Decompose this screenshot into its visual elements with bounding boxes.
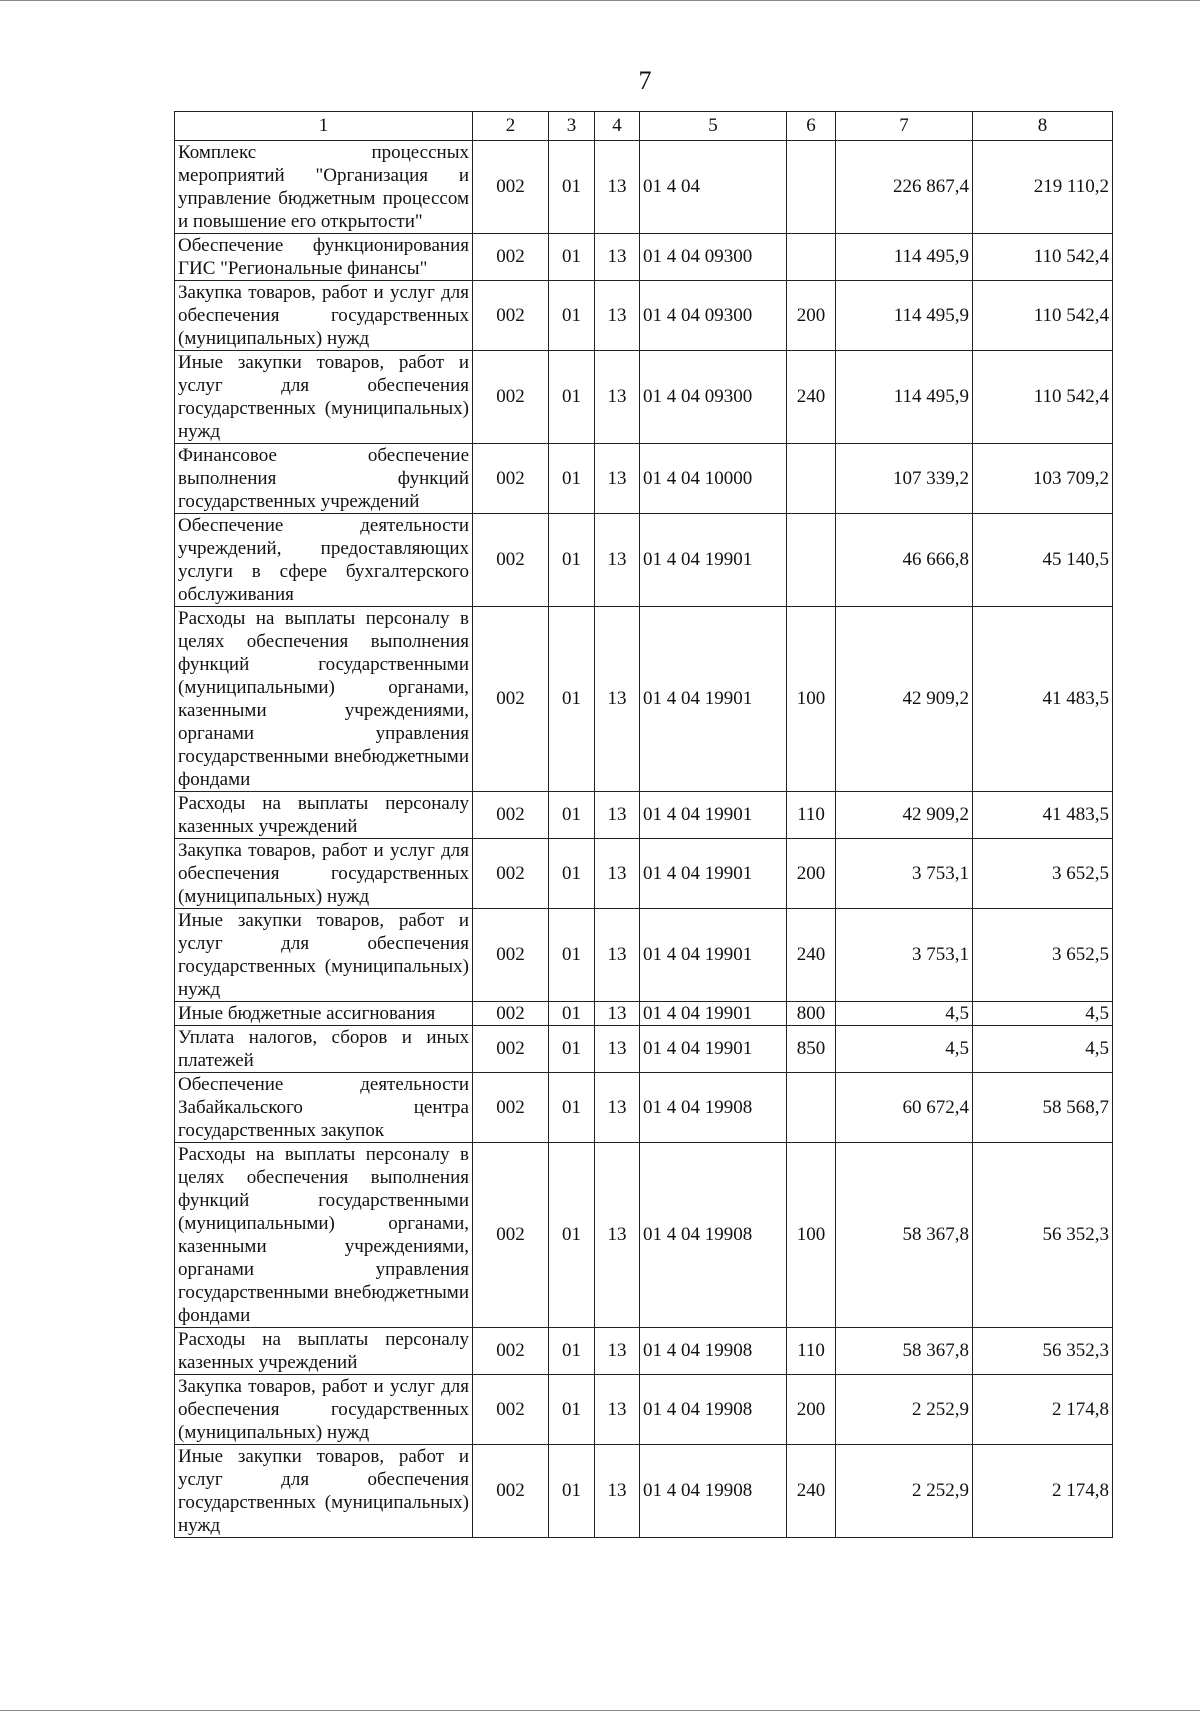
- amount-col7: 107 339,2: [836, 444, 973, 514]
- code-ministry: 002: [473, 1375, 549, 1445]
- code-section: 01: [549, 281, 595, 351]
- code-expense-type: 800: [787, 1002, 836, 1026]
- amount-col7: 114 495,9: [836, 234, 973, 281]
- code-subsection: 13: [595, 351, 640, 444]
- amount-col8: 110 542,4: [973, 281, 1113, 351]
- code-target-item: 01 4 04 19901: [640, 1026, 787, 1073]
- row-description: Расходы на выплаты персоналу казенных учреждений: [175, 1328, 473, 1375]
- table-row: [175, 444, 1113, 514]
- code-expense-type: 850: [787, 1026, 836, 1073]
- amount-col7: 2 252,9: [836, 1375, 973, 1445]
- code-ministry: 002: [473, 607, 549, 792]
- code-subsection: 13: [595, 234, 640, 281]
- amount-col7: 58 367,8: [836, 1143, 973, 1328]
- code-target-item: 01 4 04: [640, 141, 787, 234]
- code-subsection: 13: [595, 1002, 640, 1026]
- code-ministry: 002: [473, 514, 549, 607]
- code-ministry: 002: [473, 444, 549, 514]
- code-ministry: 002: [473, 141, 549, 234]
- code-section: 01: [549, 351, 595, 444]
- table-row: [175, 1026, 1113, 1073]
- amount-col8: 41 483,5: [973, 607, 1113, 792]
- row-description: Обеспечение деятельности Забайкальского центра государственных закупок: [175, 1073, 473, 1143]
- column-header: 6: [787, 112, 836, 141]
- amount-col8: 103 709,2: [973, 444, 1113, 514]
- column-header: 2: [473, 112, 549, 141]
- row-description: Обеспечение функционирования ГИС "Региональные финансы": [175, 234, 473, 281]
- code-section: 01: [549, 1026, 595, 1073]
- code-expense-type: 200: [787, 281, 836, 351]
- amount-col8: 41 483,5: [973, 792, 1113, 839]
- code-target-item: 01 4 04 09300: [640, 281, 787, 351]
- code-expense-type: [787, 234, 836, 281]
- code-subsection: 13: [595, 1375, 640, 1445]
- code-ministry: 002: [473, 351, 549, 444]
- code-ministry: 002: [473, 281, 549, 351]
- table-row: [175, 281, 1113, 351]
- table-row: [175, 1143, 1113, 1328]
- table-row: [175, 234, 1113, 281]
- amount-col8: 110 542,4: [973, 234, 1113, 281]
- code-expense-type: 240: [787, 909, 836, 1002]
- code-subsection: 13: [595, 1026, 640, 1073]
- amount-col7: 46 666,8: [836, 514, 973, 607]
- table-row: [175, 1328, 1113, 1375]
- column-header: 5: [640, 112, 787, 141]
- code-expense-type: 200: [787, 839, 836, 909]
- amount-col7: 58 367,8: [836, 1328, 973, 1375]
- amount-col8: 56 352,3: [973, 1143, 1113, 1328]
- amount-col7: 60 672,4: [836, 1073, 973, 1143]
- code-section: 01: [549, 607, 595, 792]
- code-section: 01: [549, 444, 595, 514]
- row-description: Расходы на выплаты персоналу в целях обеспечения выполнения функций государственными (муниципальными) органами, казенными учреждениями, органами управления государственными внебюджетными фондами: [175, 607, 473, 792]
- code-section: 01: [549, 792, 595, 839]
- amount-col7: 114 495,9: [836, 281, 973, 351]
- code-subsection: 13: [595, 1143, 640, 1328]
- code-expense-type: 240: [787, 1445, 836, 1538]
- amount-col8: 2 174,8: [973, 1445, 1113, 1538]
- budget-table: [174, 111, 1113, 1538]
- code-ministry: 002: [473, 909, 549, 1002]
- row-description: Закупка товаров, работ и услуг для обеспечения государственных (муниципальных) нужд: [175, 1375, 473, 1445]
- table-row: [175, 351, 1113, 444]
- code-ministry: 002: [473, 1026, 549, 1073]
- row-description: Обеспечение деятельности учреждений, предоставляющих услуги в сфере бухгалтерского обслуживания: [175, 514, 473, 607]
- code-ministry: 002: [473, 1073, 549, 1143]
- code-ministry: 002: [473, 1143, 549, 1328]
- code-ministry: 002: [473, 234, 549, 281]
- code-section: 01: [549, 514, 595, 607]
- table-row: [175, 792, 1113, 839]
- code-subsection: 13: [595, 1073, 640, 1143]
- code-ministry: 002: [473, 792, 549, 839]
- code-target-item: 01 4 04 09300: [640, 351, 787, 444]
- table-row: [175, 839, 1113, 909]
- code-ministry: 002: [473, 1002, 549, 1026]
- amount-col8: 219 110,2: [973, 141, 1113, 234]
- code-section: 01: [549, 909, 595, 1002]
- code-expense-type: [787, 1073, 836, 1143]
- amount-col8: 45 140,5: [973, 514, 1113, 607]
- code-target-item: 01 4 04 19908: [640, 1073, 787, 1143]
- amount-col8: 110 542,4: [973, 351, 1113, 444]
- code-subsection: 13: [595, 792, 640, 839]
- code-target-item: 01 4 04 19901: [640, 839, 787, 909]
- table-body: [175, 141, 1113, 1538]
- code-ministry: 002: [473, 1328, 549, 1375]
- row-description: Иные закупки товаров, работ и услуг для обеспечения государственных (муниципальных) нужд: [175, 351, 473, 444]
- code-section: 01: [549, 234, 595, 281]
- row-description: Финансовое обеспечение выполнения функций государственных учреждений: [175, 444, 473, 514]
- column-header: 4: [595, 112, 640, 141]
- amount-col7: 2 252,9: [836, 1445, 973, 1538]
- row-description: Уплата налогов, сборов и иных платежей: [175, 1026, 473, 1073]
- code-section: 01: [549, 839, 595, 909]
- table-row: [175, 1375, 1113, 1445]
- amount-col8: 2 174,8: [973, 1375, 1113, 1445]
- code-expense-type: [787, 514, 836, 607]
- code-subsection: 13: [595, 444, 640, 514]
- amount-col7: 114 495,9: [836, 351, 973, 444]
- code-section: 01: [549, 1073, 595, 1143]
- code-ministry: 002: [473, 1445, 549, 1538]
- code-expense-type: 200: [787, 1375, 836, 1445]
- table-row: [175, 607, 1113, 792]
- amount-col8: 4,5: [973, 1002, 1113, 1026]
- amount-col7: 42 909,2: [836, 792, 973, 839]
- code-target-item: 01 4 04 10000: [640, 444, 787, 514]
- code-subsection: 13: [595, 607, 640, 792]
- row-description: Расходы на выплаты персоналу казенных учреждений: [175, 792, 473, 839]
- code-expense-type: 110: [787, 1328, 836, 1375]
- table-row: [175, 514, 1113, 607]
- code-target-item: 01 4 04 09300: [640, 234, 787, 281]
- code-section: 01: [549, 1002, 595, 1026]
- amount-col7: 42 909,2: [836, 607, 973, 792]
- code-subsection: 13: [595, 141, 640, 234]
- code-expense-type: 240: [787, 351, 836, 444]
- code-section: 01: [549, 1375, 595, 1445]
- row-description: Расходы на выплаты персоналу в целях обеспечения выполнения функций государственными (муниципальными) органами, казенными учреждениями, органами управления государственными внебюджетными фондами: [175, 1143, 473, 1328]
- table-header-row: [175, 112, 1113, 141]
- row-description: Комплекс процессных мероприятий "Организация и управление бюджетным процессом и повышение его открытости": [175, 141, 473, 234]
- column-header: 1: [175, 112, 473, 141]
- row-description: Закупка товаров, работ и услуг для обеспечения государственных (муниципальных) нужд: [175, 281, 473, 351]
- amount-col8: 3 652,5: [973, 909, 1113, 1002]
- row-description: Закупка товаров, работ и услуг для обеспечения государственных (муниципальных) нужд: [175, 839, 473, 909]
- code-expense-type: [787, 444, 836, 514]
- code-section: 01: [549, 141, 595, 234]
- code-section: 01: [549, 1445, 595, 1538]
- amount-col7: 3 753,1: [836, 839, 973, 909]
- row-description: Иные закупки товаров, работ и услуг для обеспечения государственных (муниципальных) нужд: [175, 1445, 473, 1538]
- column-header: 7: [836, 112, 973, 141]
- column-header: 3: [549, 112, 595, 141]
- code-target-item: 01 4 04 19908: [640, 1445, 787, 1538]
- amount-col8: 58 568,7: [973, 1073, 1113, 1143]
- amount-col8: 4,5: [973, 1026, 1113, 1073]
- table-row: [175, 909, 1113, 1002]
- amount-col7: 4,5: [836, 1002, 973, 1026]
- code-target-item: 01 4 04 19901: [640, 514, 787, 607]
- code-target-item: 01 4 04 19908: [640, 1328, 787, 1375]
- amount-col8: 3 652,5: [973, 839, 1113, 909]
- amount-col7: 4,5: [836, 1026, 973, 1073]
- code-expense-type: 100: [787, 1143, 836, 1328]
- code-subsection: 13: [595, 281, 640, 351]
- code-subsection: 13: [595, 514, 640, 607]
- code-target-item: 01 4 04 19908: [640, 1375, 787, 1445]
- amount-col7: 3 753,1: [836, 909, 973, 1002]
- code-target-item: 01 4 04 19901: [640, 607, 787, 792]
- column-header: 8: [973, 112, 1113, 141]
- code-target-item: 01 4 04 19901: [640, 909, 787, 1002]
- scan-bottom-edge: [0, 1710, 1200, 1711]
- code-target-item: 01 4 04 19908: [640, 1143, 787, 1328]
- code-target-item: 01 4 04 19901: [640, 1002, 787, 1026]
- code-target-item: 01 4 04 19901: [640, 792, 787, 839]
- code-expense-type: [787, 141, 836, 234]
- amount-col7: 226 867,4: [836, 141, 973, 234]
- table-row: [175, 1073, 1113, 1143]
- code-ministry: 002: [473, 839, 549, 909]
- code-expense-type: 100: [787, 607, 836, 792]
- code-subsection: 13: [595, 839, 640, 909]
- code-section: 01: [549, 1328, 595, 1375]
- row-description: Иные бюджетные ассигнования: [175, 1002, 473, 1026]
- code-expense-type: 110: [787, 792, 836, 839]
- amount-col8: 56 352,3: [973, 1328, 1113, 1375]
- table-row: [175, 1002, 1113, 1026]
- code-subsection: 13: [595, 1328, 640, 1375]
- table-row: [175, 141, 1113, 234]
- table-row: [175, 1445, 1113, 1538]
- page-number: 7: [638, 66, 652, 95]
- row-description: Иные закупки товаров, работ и услуг для обеспечения государственных (муниципальных) нужд: [175, 909, 473, 1002]
- code-subsection: 13: [595, 909, 640, 1002]
- code-section: 01: [549, 1143, 595, 1328]
- scan-top-edge: [0, 0, 1200, 1]
- code-subsection: 13: [595, 1445, 640, 1538]
